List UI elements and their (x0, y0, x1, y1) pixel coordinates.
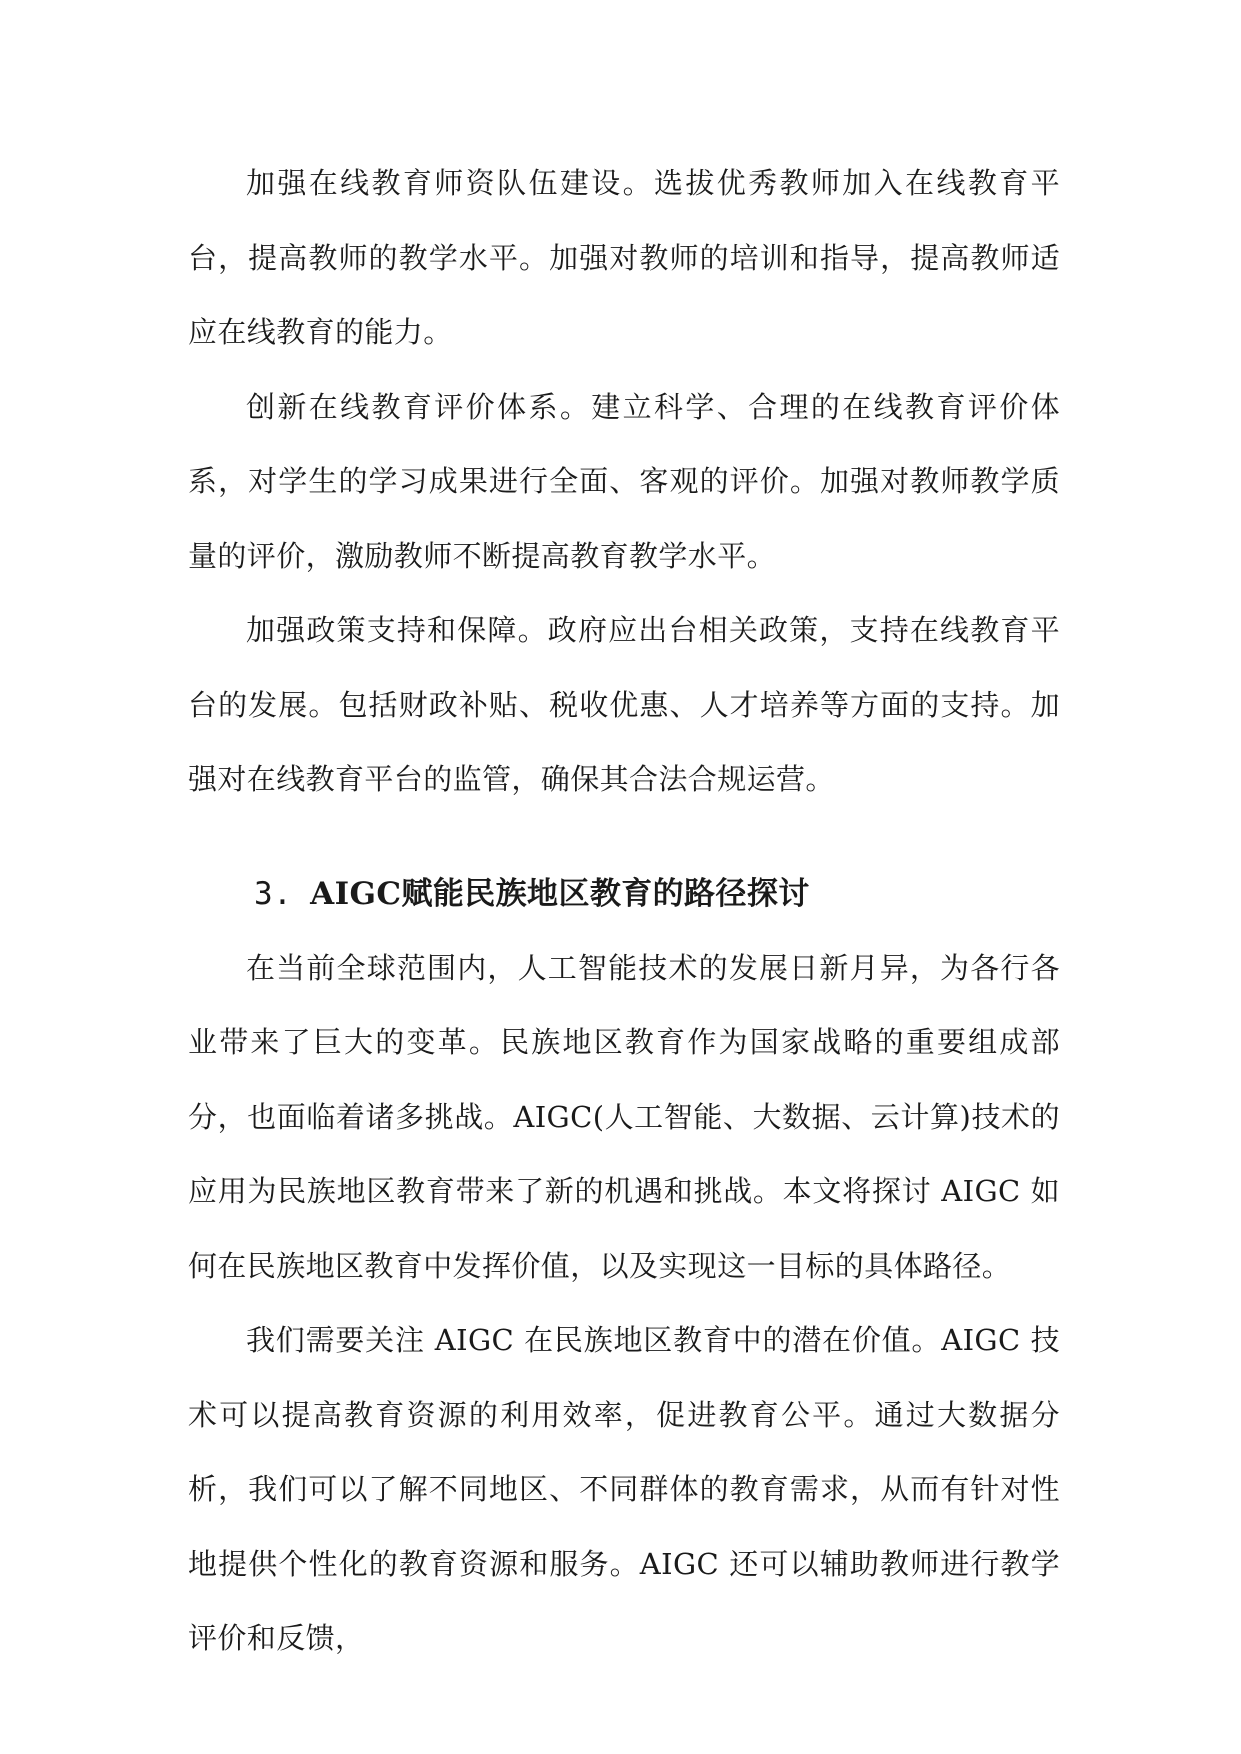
section-number: 3. (254, 875, 293, 912)
section-heading (188, 857, 1060, 931)
paragraph-aigc-value: 我们需要关注 AIGC 在民族地区教育中的潜在价值。AIGC 技术可以提高教育资源的利用效率，促进教育公平。通过大数据分析，我们可以了解不同地区、不同群体的教育需求，从而有针对性地提供个性化的教育资源和服务。AIGC 还可以辅助教师进行教学评价和反馈， (188, 1323, 1060, 1655)
document-body (188, 146, 1060, 1676)
paragraph-teacher-team: 加强在线教育师资队伍建设。选拔优秀教师加入在线教育平台，提高教师的教学水平。加强对教师的培训和指导，提高教师适应在线教育的能力。 (188, 166, 1060, 349)
section-title: AIGC赋能民族地区教育的路径探讨 (310, 875, 810, 912)
paragraph-policy-support: 加强政策支持和保障。政府应出台相关政策，支持在线教育平台的发展。包括财政补贴、税收优惠、人才培养等方面的支持。加强对在线教育平台的监管，确保其合法合规运营。 (188, 613, 1060, 796)
paragraph-evaluation-system: 创新在线教育评价体系。建立科学、合理的在线教育评价体系，对学生的学习成果进行全面、客观的评价。加强对教师教学质量的评价，激励教师不断提高教育教学水平。 (188, 389, 1060, 573)
paragraph-aigc-introduction: 在当前全球范围内，人工智能技术的发展日新月异，为各行各业带来了巨大的变革。民族地区教育作为国家战略的重要组成部分，也面临着诸多挑战。AIGC(人工智能、大数据、云计算)技术的应用为民族地区教育带来了新的机遇和挑战。本文将探讨 AIGC 如何在民族地区教育中发挥价值，以及实现这一目标的具体路径。 (188, 950, 1060, 1283)
